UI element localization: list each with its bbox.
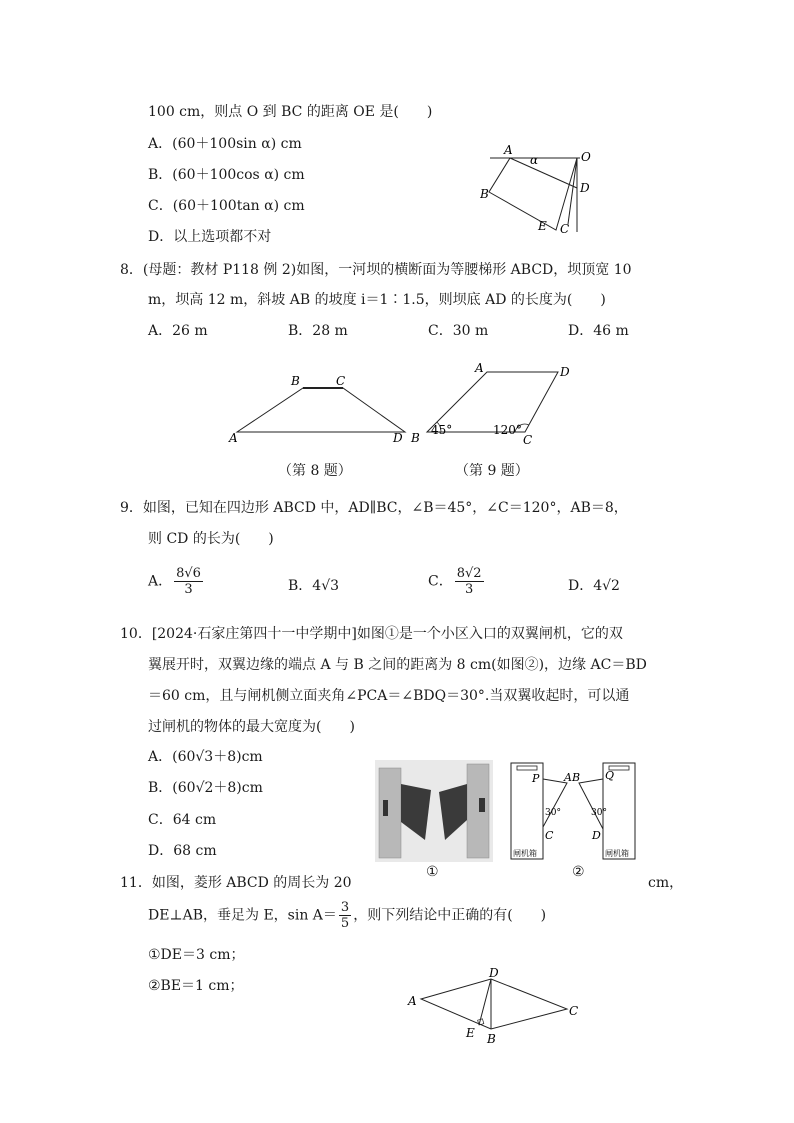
q7-option-a: A．(60＋100sin α) cm: [148, 136, 302, 152]
q9-caption: （第 9 题）: [455, 463, 529, 479]
q10-stem-line-2: 翼展开时，双翼边缘的端点 A 与 B 之间的距离为 8 cm(如图②)，边缘 AC＝BD: [148, 657, 647, 673]
q11-label-b: B: [487, 1032, 496, 1045]
q7-option-d: D．以上选项都不对: [148, 229, 272, 245]
q8-trapezoid: [237, 388, 405, 432]
q11-stem-line-2-pre: DE⊥AB，垂足为 E，sin A＝: [148, 907, 337, 924]
q8-option-c: C．30 m: [428, 323, 489, 339]
q10-option-b: B．(60√2＋8)cm: [148, 780, 263, 796]
q7-label-alpha: α: [530, 153, 539, 167]
q7-label-d: D: [580, 181, 590, 195]
q7-option-c: C．(60＋100tan α) cm: [148, 198, 305, 214]
q11-fraction: [339, 900, 351, 931]
q10-stem-line-3: ＝60 cm，且与闸机侧立面夹角∠PCA＝∠BDQ＝30°.当双翼收起时，可以通: [148, 688, 630, 704]
q10-label-30-right: 30°: [591, 808, 607, 818]
q11-stem-line-1-unit: cm，: [648, 875, 684, 891]
q11-fraction-numerator: 3: [340, 900, 350, 915]
q11-figure: [405, 965, 585, 1045]
q11-label-d: D: [489, 966, 499, 980]
q8-label-a: A: [229, 431, 238, 445]
q7-stem-line: 100 cm，则点 O 到 BC 的距离 OE 是( ): [148, 104, 433, 120]
q8-option-a: A．26 m: [148, 323, 208, 339]
q10-label-b: B: [572, 771, 581, 784]
q8-stem-line-1: 8．(母题：教材 P118 例 2)如图，一河坝的横断面为等腰梯形 ABCD，坝顶宽 10: [120, 262, 632, 278]
q9-label-b: B: [411, 431, 420, 445]
q9-option-a-letter: A．: [148, 573, 173, 590]
q11-line-de: [479, 979, 491, 1025]
q10-option-a: A．(60√3＋8)cm: [148, 749, 263, 765]
q7-label-o: O: [581, 150, 591, 164]
q9-option-c-letter: C．: [428, 573, 453, 590]
q8-option-b: B．28 m: [288, 323, 348, 339]
q9-label-45: 45°: [431, 423, 453, 437]
q10-figure1-label: ①: [426, 864, 439, 880]
q7-line-oe: [568, 158, 577, 224]
q7-label-b: B: [480, 187, 489, 201]
q11-stem-line-1: 11．如图，菱形 ABCD 的周长为 20: [120, 875, 352, 891]
q9-label-c: C: [523, 433, 533, 447]
q10-left-wing: [543, 779, 567, 827]
q10-gate-diagram: [505, 757, 655, 863]
q9-option-a: [148, 566, 205, 597]
q10-gate-photo: [375, 760, 493, 862]
q8-label-d: D: [393, 431, 403, 445]
q9-label-120: 120°: [493, 423, 522, 437]
q9-option-c: [428, 566, 486, 597]
q7-label-e: E: [538, 219, 547, 233]
q11-stem-line-2: [148, 900, 546, 931]
q10-label-p: P: [532, 772, 540, 785]
q11-fraction-denominator: 5: [340, 916, 350, 931]
q8-option-d: D．46 m: [568, 323, 629, 339]
q11-item-2: ②BE＝1 cm；: [148, 978, 244, 994]
q11-item-1: ①DE＝3 cm；: [148, 947, 245, 963]
q9-option-a-denominator: 3: [184, 582, 193, 597]
q9-option-c-fraction: [455, 566, 484, 597]
q7-label-a: A: [504, 143, 513, 157]
q9-option-a-fraction: [174, 566, 203, 597]
q11-label-a: A: [408, 994, 417, 1008]
q10-left-box-slot: [517, 766, 537, 770]
q9-figure: [405, 360, 585, 450]
q9-stem-line-2: 则 CD 的长为( ): [148, 531, 274, 547]
q11-stem-line-2-post: ，则下列结论中正确的有( ): [353, 907, 547, 924]
q10-stem-line-1: 10．[2024·石家庄第四十一中学期中]如图①是一个小区入口的双翼闸机，它的双: [120, 626, 623, 642]
q9-option-a-numerator: 8√6: [176, 566, 201, 581]
q10-right-wing: [579, 779, 603, 829]
q10-photo-left-panel: [383, 800, 388, 816]
q10-label-a: A: [564, 771, 572, 784]
q10-option-d: D．68 cm: [148, 843, 217, 859]
q8-label-b: B: [291, 374, 300, 388]
q9-option-c-denominator: 3: [464, 582, 474, 597]
q11-label-e: E: [466, 1026, 475, 1040]
q10-figure2-label: ②: [572, 864, 585, 880]
q11-rhombus: [421, 979, 567, 1029]
q9-stem-line-1: 9．如图，已知在四边形 ABCD 中，AD∥BC，∠B＝45°，∠C＝120°，AB＝8，: [120, 500, 628, 516]
q10-photo-left-pillar: [379, 768, 401, 858]
q8-label-c: C: [336, 374, 346, 388]
q10-option-c: C．64 cm: [148, 812, 217, 828]
q8-caption: （第 8 题）: [278, 463, 352, 479]
q8-figure: [225, 370, 415, 450]
q7-diagonal-ad: [510, 158, 577, 188]
q9-option-b: B．4√3: [288, 578, 340, 594]
q9-option-d: D．4√2: [568, 578, 620, 594]
q10-stem-line-4: 过闸机的物体的最大宽度为( ): [148, 719, 355, 735]
q10-label-c: C: [545, 829, 554, 842]
q9-option-c-numerator: 8√2: [456, 566, 482, 581]
q9-label-a: A: [475, 361, 484, 375]
q10-label-d: D: [592, 829, 601, 842]
q8-stem-line-2: m，坝高 12 m，斜坡 AB 的坡度 i＝1∶1.5，则坝底 AD 的长度为( ): [148, 292, 606, 308]
q9-label-d: D: [560, 365, 570, 379]
q10-label-30-left: 30°: [545, 808, 561, 818]
q7-figure: [480, 140, 600, 240]
q11-label-c: C: [569, 1004, 579, 1018]
q10-label-q: Q: [605, 769, 615, 782]
q7-option-b: B．(60＋100cos α) cm: [148, 167, 305, 183]
q10-photo-right-panel: [479, 798, 485, 812]
q10-left-box-text: 闸机箱: [513, 849, 537, 858]
q7-label-c: C: [560, 222, 570, 236]
q10-right-box-text: 闸机箱: [605, 849, 629, 858]
q10-photo-right-pillar: [467, 764, 489, 858]
